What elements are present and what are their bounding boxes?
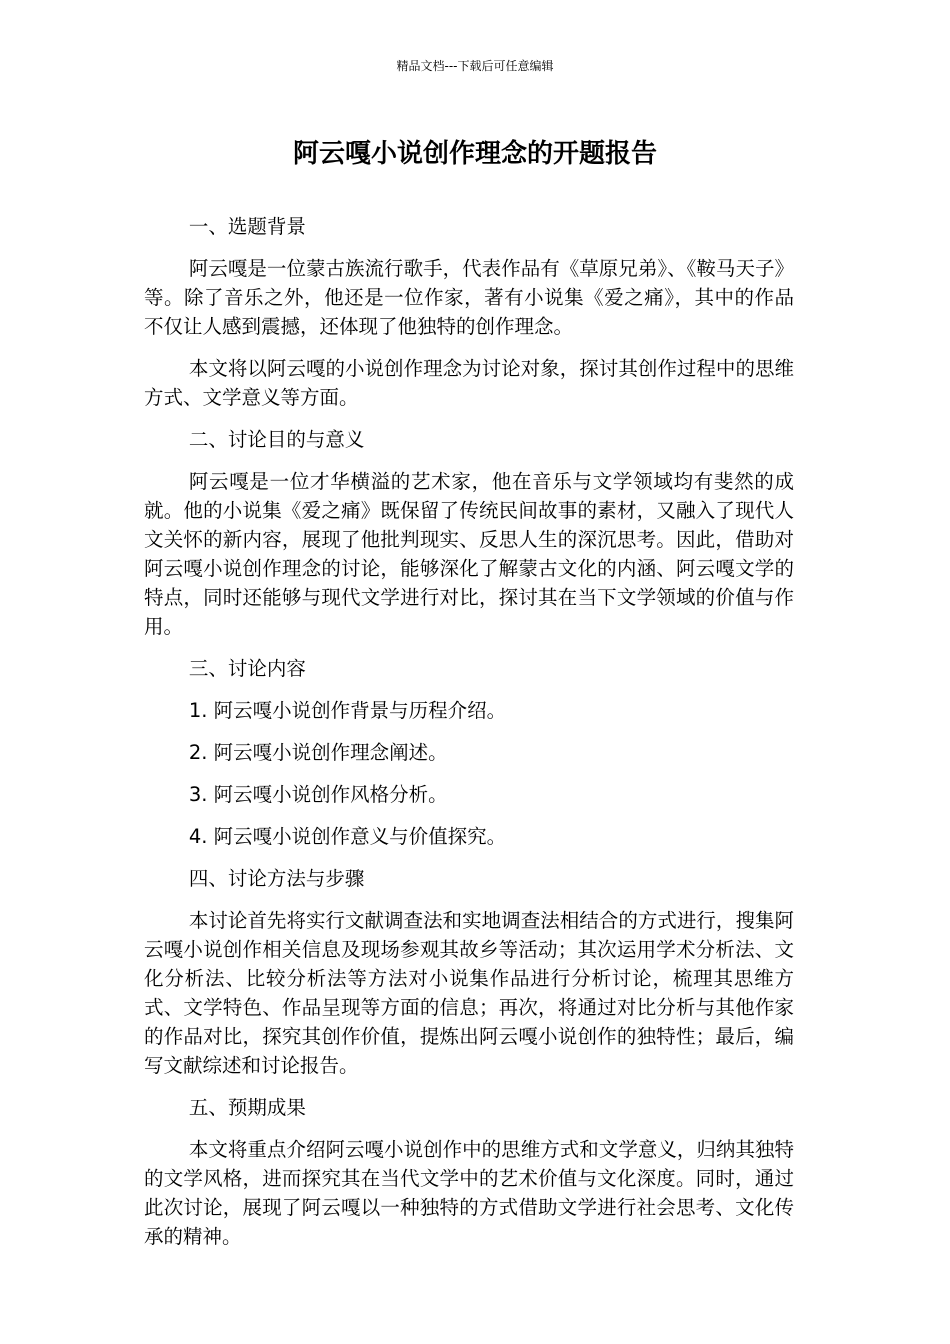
section-heading-outcomes: 五、预期成果 xyxy=(188,1096,306,1119)
content-list-item-4: 4. 阿云嘎小说创作意义与价值探究。 xyxy=(188,825,507,848)
paragraph-purpose-1: 阿云嘎是一位才华横溢的艺术家，他在音乐与文学领域均有斐然的成就。他的小说集《爱之痛》既保留了传统民间故事的素材，又融入了现代人文关怀的新内容，展现了他批判现实、反思人生的深沉思考。因此，借助对阿云嘎小说创作理念的讨论，能够深化了解蒙古文化的内涵、阿云嘎文学的特点，同时还能够与现代文学进行对比，探讨其在当下文学领域的价值与作用。 xyxy=(144,470,794,638)
page-header-note: 精品文档---下载后可任意编辑 xyxy=(396,59,554,73)
section-heading-methods: 四、讨论方法与步骤 xyxy=(188,867,365,890)
content-list-item-2: 2. 阿云嘎小说创作理念阐述。 xyxy=(188,741,448,764)
section-heading-background: 一、选题背景 xyxy=(188,215,306,238)
content-list-item-1: 1. 阿云嘎小说创作背景与历程介绍。 xyxy=(188,699,507,722)
document-body xyxy=(144,212,794,1264)
paragraph-background-1: 阿云嘎是一位蒙古族流行歌手，代表作品有《草原兄弟》、《鞍马天子》等。除了音乐之外，他还是一位作家，著有小说集《爱之痛》，其中的作品不仅让人感到震撼，还体现了他独特的创作理念。 xyxy=(144,257,794,338)
section-heading-purpose: 二、讨论目的与意义 xyxy=(188,428,365,451)
section-heading-content: 三、讨论内容 xyxy=(188,657,306,680)
document-title: 阿云嘎小说创作理念的开题报告 xyxy=(292,139,657,169)
paragraph-background-2: 本文将以阿云嘎的小说创作理念为讨论对象，探讨其创作过程中的思维方式、文学意义等方面。 xyxy=(144,357,794,409)
content-list-item-3: 3. 阿云嘎小说创作风格分析。 xyxy=(188,783,448,806)
paragraph-methods-1: 本讨论首先将实行文献调查法和实地调查法相结合的方式进行，搜集阿云嘎小说创作相关信息及现场参观其故乡等活动；其次运用学术分析法、文化分析法、比较分析法等方法对小说集作品进行分析讨论，梳理其思维方式、文学特色、作品呈现等方面的信息；再次，将通过对比分析与其他作家的作品对比，探究其创作价值，提炼出阿云嘎小说创作的独特性；最后，编写文献综述和讨论报告。 xyxy=(144,909,794,1077)
paragraph-outcomes-1: 本文将重点介绍阿云嘎小说创作中的思维方式和文学意义，归纳其独特的文学风格，进而探究其在当代文学中的艺术价值与文化深度。同时，通过此次讨论，展现了阿云嘎以一种独特的方式借助文学进行社会思考、文化传承的精神。 xyxy=(144,1138,794,1248)
